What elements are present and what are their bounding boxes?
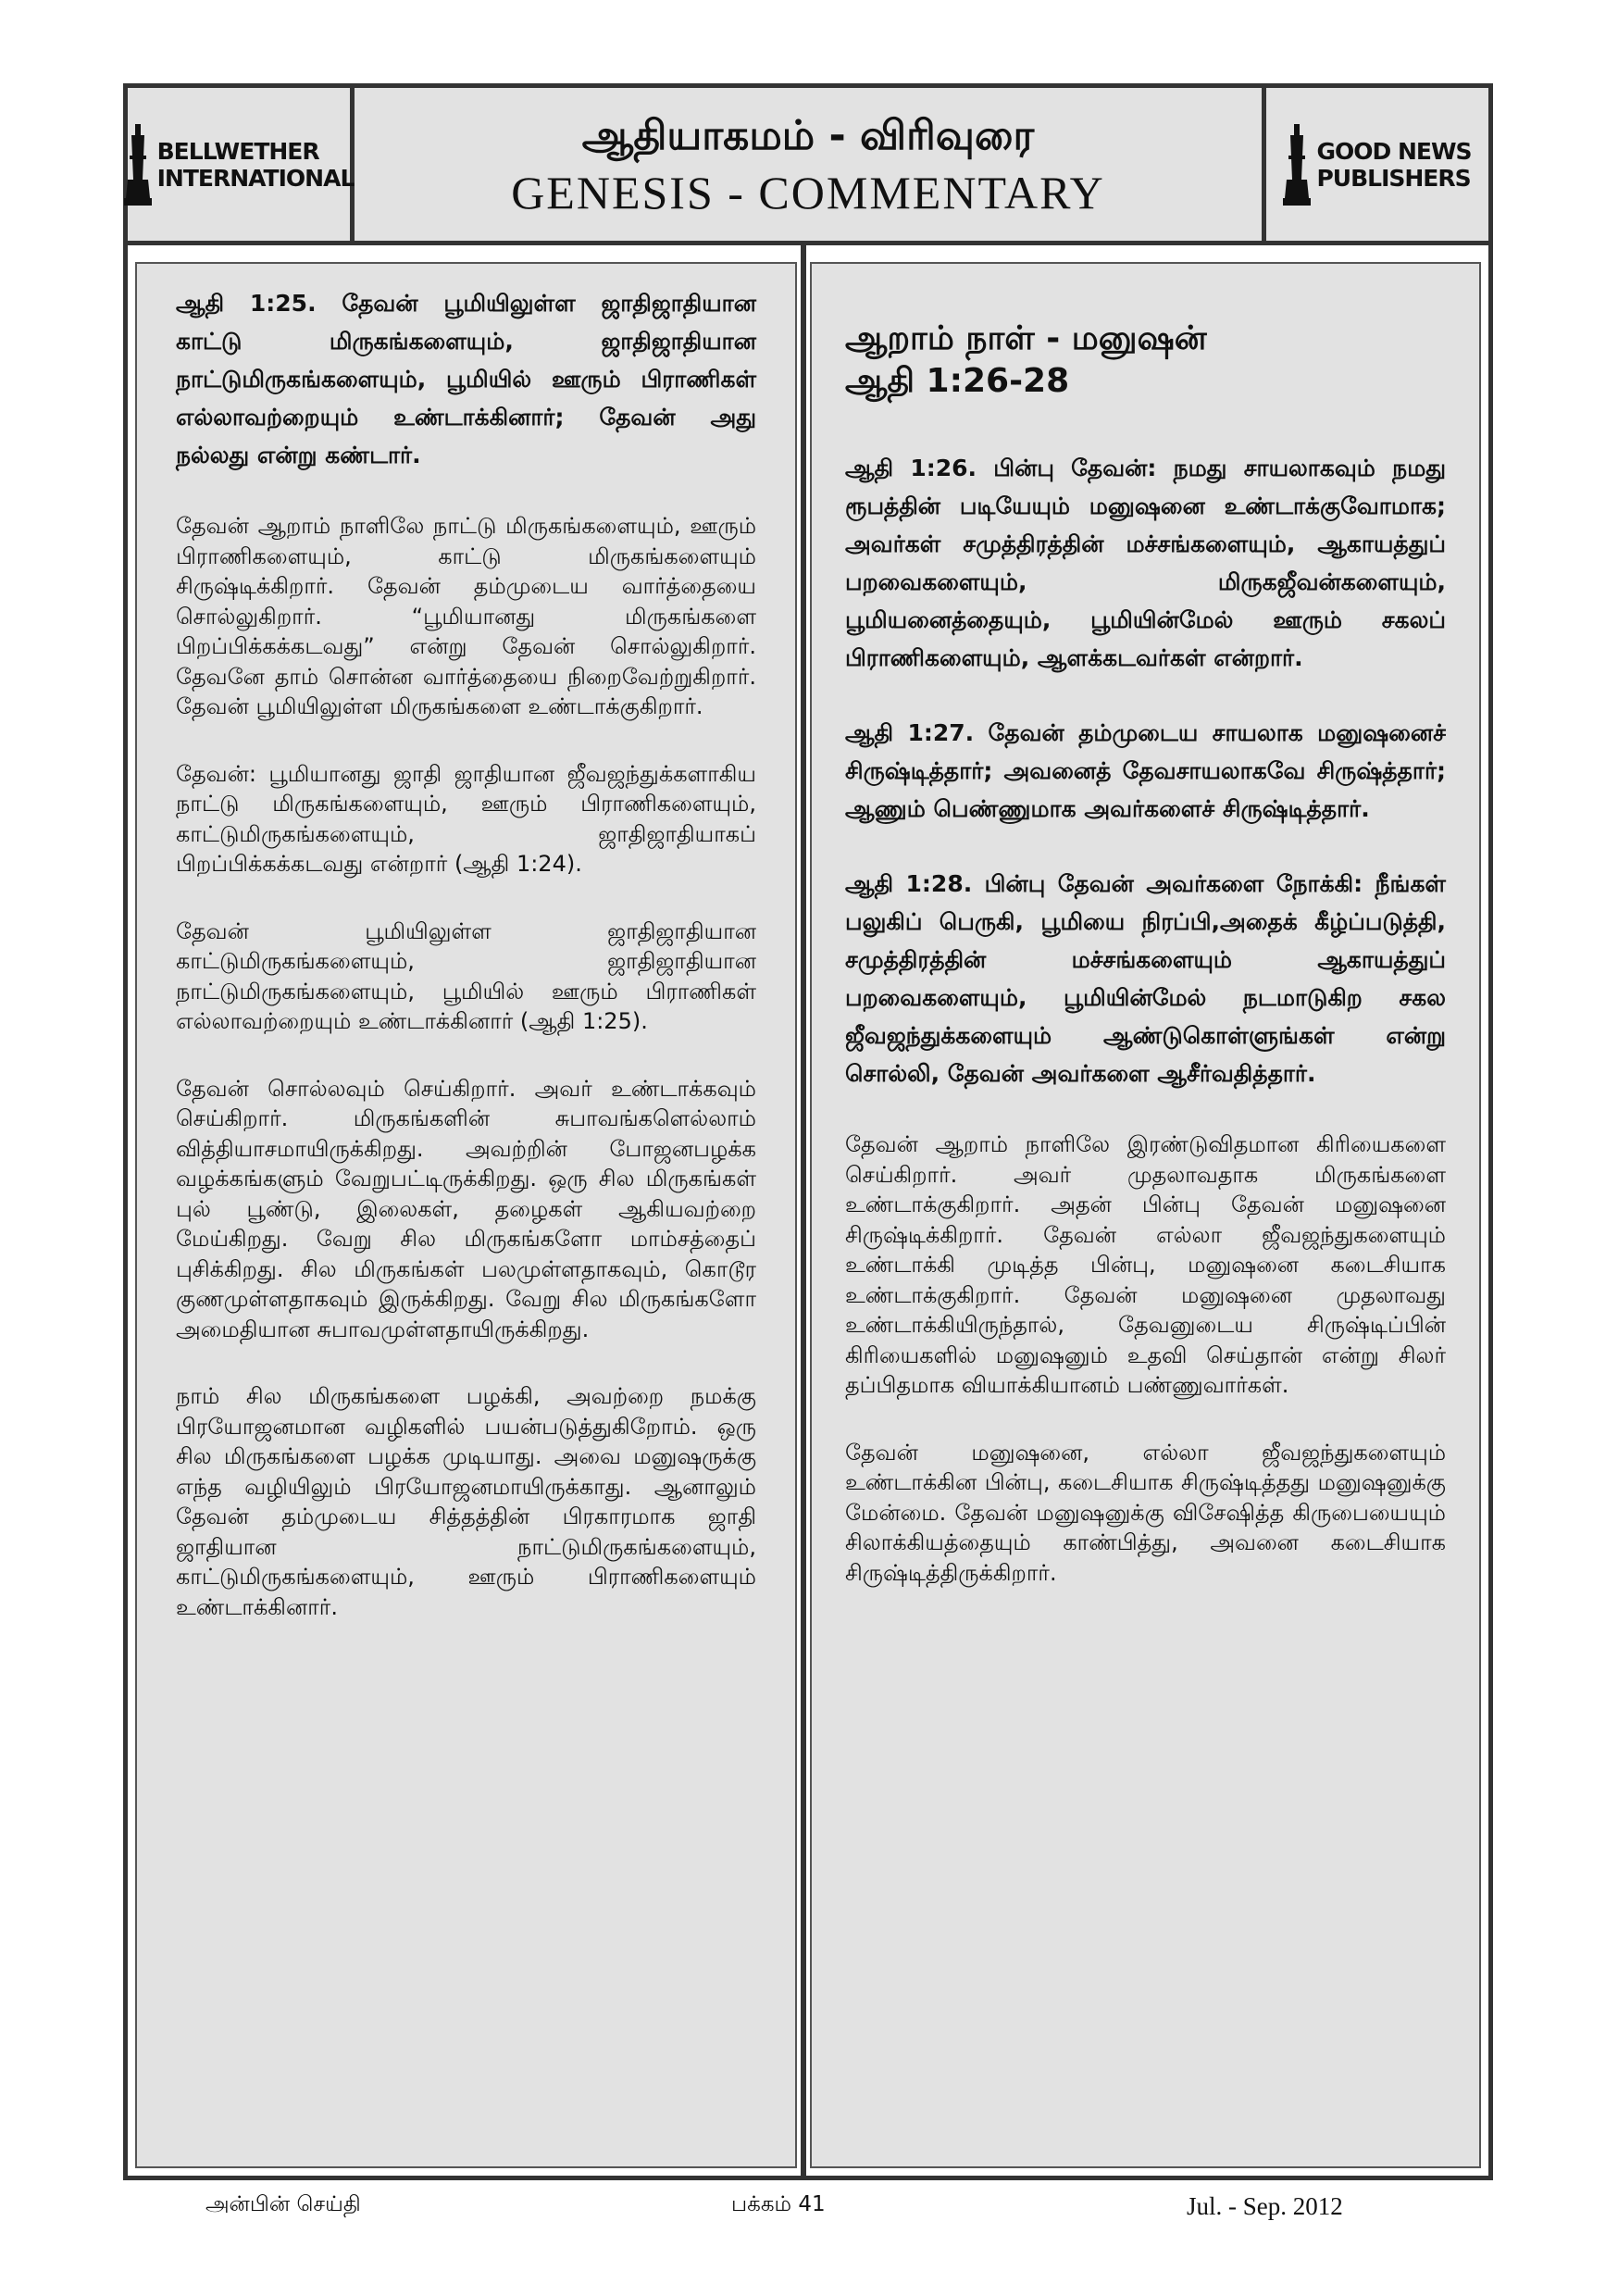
title-tamil: ஆதியாகமம் - விரிவுரை [581,111,1035,159]
paragraph: தேவன்: பூமியானது ஜாதி ஜாதியான ஜீவஜந்துக்களாகிய நாட்டு மிருகங்களையும், ஊரும் பிராணிகளையும், காட்டுமிருகங்களையும், ஜாதிஜாதியாகப் பிறப்பிக்கக்கடவது என்றார் (ஆதி 1:24). [176,760,756,877]
verse-genesis-1-28: ஆதி 1:28. பின்பு தேவன் அவர்களை நோக்கி: நீங்கள் பலுகிப் பெருகி, பூமியை நிரப்பி,அதைக் கீழ்ப்படுத்தி, சமுத்திரத்தின் மச்சங்களையும் ஆகாயத்துப் பறவைகளையும், பூமியின்மேல் நடமாடுகிற சகல ஜீவஜந்துக்களையும் ஆண்டுகொள்ளுங்கள் என்று சொல்லி, தேவன் அவர்களை ஆசீர்வதித்தார். [845,870,1446,1087]
content-area [128,245,1488,2176]
paragraph: தேவன் ஆறாம் நாளிலே நாட்டு மிருகங்களையும், ஊரும் பிராணிகளையும், காட்டு மிருகங்களையும் சிருஷ்டிக்கிறார். தேவன் தம்முடைய வார்த்தையை சொல்லுகிறார். “பூமியானது மிருகங்களை பிறப்பிக்கக்கடவது” என்று தேவன் சொல்லுகிறார். தேவனே தாம் சொன்ன வார்த்தையை நிறைவேற்றுகிறார். தேவன் பூமியிலுள்ள மிருகங்களை உண்டாக்குகிறார். [176,513,756,719]
page-footer [0,2192,1618,2229]
bell-tower-icon [1283,124,1311,206]
verse-genesis-1-25: ஆதி 1:25. தேவன் பூமியிலுள்ள ஜாதிஜாதியான காட்டு மிருகங்களையும், ஜாதிஜாதியான நாட்டுமிருகங்களையும், பூமியில் ஊரும் பிராணிகள் எல்லாவற்றையும் உண்டாக்கினார்; தேவன் அது நல்லது என்று கண்டார். [176,290,756,468]
good-news-logo [1262,88,1488,241]
logo-line-1: GOOD NEWS [1316,137,1472,165]
magazine-name: அன்பின் செய்தி [205,2192,361,2216]
paragraph: நாம் சில மிருகங்களை பழக்கி, அவற்றை நமக்கு பிரயோஜனமான வழிகளில் பயன்படுத்துகிறோம். ஒரு சில மிருகங்களை பழக்க முடியாது. அவை மனுஷருக்கு எந்த வழியிலும் பிரயோஜனமாயிருக்காது. ஆனாலும் தேவன் தம்முடைய சித்தத்தின் பிரகாரமாக ஜாதி ஜாதியான நாட்டுமிருகங்களையும், காட்டுமிருகங்களையும், ஊரும் பிராணிகளையும் உண்டாக்கினார். [176,1383,756,1620]
page-frame [123,83,1493,2180]
section-heading [845,318,1446,403]
paragraph: தேவன் மனுஷனை, எல்லா ஜீவஜந்துகளையும் உண்டாக்கின பின்பு, கடைசியாக சிருஷ்டித்தது மனுஷனுக்கு மேன்மை. தேவன் மனுஷனுக்கு விசேஷித்த கிருபையையும் சிலாக்கியத்தையும் காண்பித்து, அவனை கடைசியாக சிருஷ்டித்திருக்கிறார். [845,1439,1446,1586]
paragraph: தேவன் ஆறாம் நாளிலே இரண்டுவிதமான கிரியைகளை செய்கிறார். அவர் முதலாவதாக மிருகங்களை உண்டாக்குகிறார். அதன் பின்பு தேவன் மனுஷனை சிருஷ்டிக்கிறார். தேவன் எல்லா ஜீவஜந்துகளையும் உண்டாக்கி முடித்த பின்பு, மனுஷனை கடைசியாக உண்டாக்குகிறார். தேவன் மனுஷனை முதலாவது உண்டாக்கியிருந்தால், தேவனுடைய சிருஷ்டிப்பின் கிரியைகளில் மனுஷனும் உதவி செய்தான் என்று சிலர் தப்பிதமாக வியாக்கியானம் பண்ணுவார்கள். [845,1131,1446,1398]
paragraph: தேவன் சொல்லவும் செய்கிறார். அவர் உண்டாக்கவும் செய்கிறார். மிருகங்களின் சுபாவங்களெல்லாம் வித்தியாசமாயிருக்கிறது. அவற்றின் போஜனபழக்க வழக்கங்களும் வேறுபட்டிருக்கிறது. ஒரு சில மிருகங்கள் புல் பூண்டு, இலைகள், தழைகள் ஆகியவற்றை மேய்கிறது. வேறு சில மிருகங்களோ மாம்சத்தைப் புசிக்கிறது. சில மிருகங்கள் பலமுள்ளதாகவும், கொடூர குணமுள்ளதாகவும் இருக்கிறது. வேறு சில மிருகங்களோ அமைதியான சுபாவமுள்ளதாயிருக்கிறது. [176,1075,756,1342]
logo-line-2: PUBLISHERS [1316,164,1471,192]
issue-date: Jul. - Sep. 2012 [1187,2192,1343,2220]
bellwether-logo [128,88,355,241]
left-column [135,262,797,2168]
column-divider [801,245,806,2176]
right-column [810,262,1481,2168]
title-english: GENESIS - COMMENTARY [511,166,1105,218]
page-number: பக்கம் 41 [731,2192,826,2216]
section-title: ஆறாம் நாள் - மனுஷன் [845,319,1207,357]
logo-line-2: INTERNATIONAL [156,164,355,192]
title-block [355,88,1262,241]
page-header [128,88,1488,245]
section-reference: ஆதி 1:26-28 [845,362,1070,400]
bell-tower-icon [124,124,152,206]
logo-line-1: BELLWETHER [156,137,319,165]
verse-genesis-1-26: ஆதி 1:26. பின்பு தேவன்: நமது சாயலாகவும் நமது ரூபத்தின் படியேயும் மனுஷனை உண்டாக்குவோமாக; அவர்கள் சமுத்திரத்தின் மச்சங்களையும், ஆகாயத்துப் பறவைகளையும், மிருகஜீவன்களையும், பூமியனைத்தையும், பூமியின்மேல் ஊரும் சகலப் பிராணிகளையும், ஆளக்கடவர்கள் என்றார். [845,455,1446,671]
verse-genesis-1-27: ஆதி 1:27. தேவன் தம்முடைய சாயலாக மனுஷனைச் சிருஷ்டித்தார்; அவனைத் தேவசாயலாகவே சிருஷ்த்தார்; ஆணும் பெண்ணுமாக அவர்களைச் சிருஷ்டித்தார். [845,719,1446,822]
paragraph: தேவன் பூமியிலுள்ள ஜாதிஜாதியான காட்டுமிருகங்களையும், ஜாதிஜாதியான நாட்டுமிருகங்களையும், பூமியில் ஊரும் பிராணிகள் எல்லாவற்றையும் உண்டாக்கினார் (ஆதி 1:25). [176,917,756,1034]
